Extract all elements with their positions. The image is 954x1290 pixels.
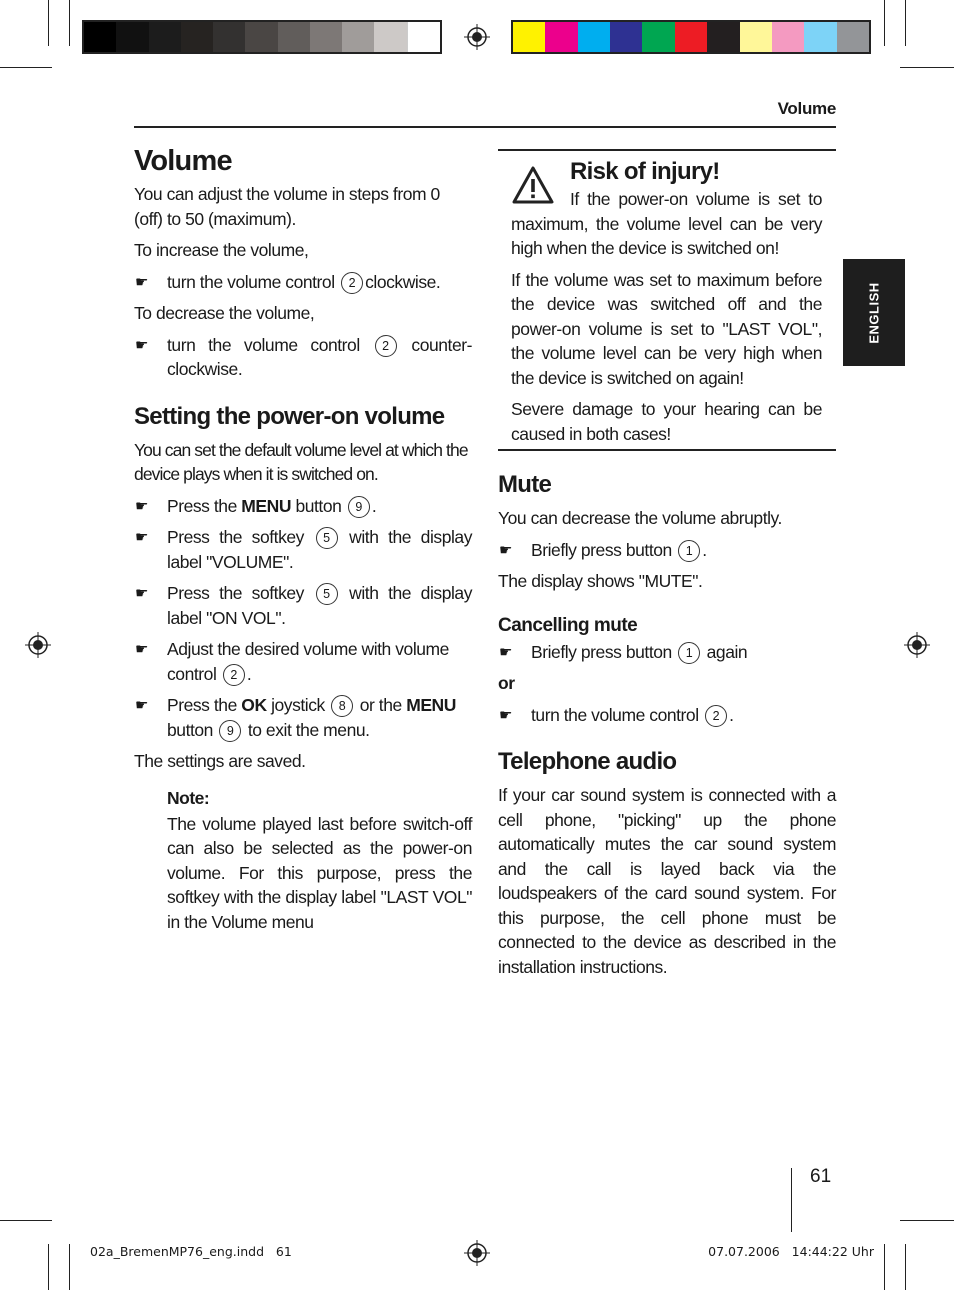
- pointing-hand-icon: ☛: [135, 529, 148, 546]
- warning-content: [511, 157, 822, 453]
- control-number-badge: 1: [678, 642, 700, 664]
- color-swatch: [181, 22, 213, 52]
- color-swatch: [245, 22, 277, 52]
- color-swatch: [84, 22, 116, 52]
- language-tab: [843, 259, 905, 366]
- section-heading: Telephone audio: [498, 748, 677, 775]
- color-swatch: [310, 22, 342, 52]
- color-swatch: [772, 22, 804, 52]
- color-swatch: [116, 22, 148, 52]
- color-swatch: [740, 22, 772, 52]
- control-number-badge: 9: [219, 720, 241, 742]
- control-number-badge: 5: [316, 583, 338, 605]
- pointing-hand-icon: ☛: [135, 336, 148, 354]
- warning-paragraph: Severe damage to your hearing can be caused in both cases!: [511, 399, 822, 444]
- color-swatch: [278, 22, 310, 52]
- crop-mark: [905, 1244, 906, 1290]
- pointing-hand-icon: ☛: [135, 273, 148, 291]
- pointing-hand-icon: ☛: [135, 497, 148, 515]
- list-item: ☛ Press the OK joystick 8 or the MENU button 9 to exit the menu.: [134, 693, 472, 742]
- crop-mark: [884, 1244, 885, 1290]
- color-swatch: [642, 22, 674, 52]
- process-color-bar: [511, 20, 871, 54]
- section-intro: You can set the default volume level at which the device plays when it is switched on.: [134, 439, 468, 484]
- color-swatch: [407, 22, 440, 52]
- note-block: [134, 786, 472, 935]
- page-title: Volume: [134, 145, 232, 177]
- list-item: ☛ Press the softkey 5 with the display label "VOLUME".: [135, 527, 472, 572]
- list-item: ☛ Press the MENU button 9 .: [134, 494, 472, 519]
- crop-mark: [69, 1244, 70, 1290]
- left-column: [134, 144, 472, 941]
- subsection-heading: Cancelling mute: [498, 614, 638, 636]
- section-heading: Mute: [498, 471, 552, 498]
- control-number-badge: 1: [678, 540, 700, 562]
- control-number-badge: 8: [331, 695, 353, 717]
- intro-text: You can adjust the volume in steps from 0 (off) to 50 (maximum).: [134, 184, 440, 229]
- warning-paragraph: If the volume was set to maximum before the device was switched off and the power-on volume is set to "LAST VOL", the volume level can be very high when the device is switched on again!: [511, 269, 822, 388]
- color-swatch: [578, 22, 610, 52]
- crop-mark: [905, 0, 906, 46]
- warning-box: [498, 149, 836, 451]
- list-item: ☛ Adjust the desired volume with volume control 2 .: [134, 637, 472, 686]
- list-item: ☛ Press the softkey 5 with the display label "ON VOL".: [135, 583, 472, 628]
- section-heading: Setting the power-on volume: [134, 402, 445, 430]
- pointing-hand-icon: ☛: [135, 585, 148, 602]
- control-number-badge: 9: [348, 496, 370, 518]
- color-swatch: [342, 22, 374, 52]
- page-number-rule: [791, 1168, 792, 1232]
- list-item: ☛ turn the volume control 2 clockwise.: [134, 270, 472, 295]
- crop-mark: [900, 67, 954, 68]
- crop-mark: [48, 1244, 49, 1290]
- grayscale-color-bar: [82, 20, 442, 54]
- date-info: 07.07.2006 14:44:22 Uhr: [708, 1244, 874, 1259]
- or-label: or: [498, 673, 515, 693]
- language-tab-label: ENGLISH: [866, 281, 882, 344]
- registration-mark-icon: [25, 632, 51, 658]
- file-info: 02a_BremenMP76_eng.indd 61: [90, 1244, 292, 1259]
- note-text: The volume played last before switch-off can also be selected as the power-on volume. For this purpose, press the softkey with the display label "LAST VOL" in the Volume menu: [167, 813, 472, 932]
- right-column: [498, 470, 836, 986]
- header-rule: [134, 126, 836, 128]
- page-number: 61: [810, 1166, 832, 1187]
- list-item: ☛ Briefly press button 1 again: [498, 640, 836, 665]
- crop-mark: [900, 1220, 954, 1221]
- pointing-hand-icon: ☛: [499, 643, 512, 661]
- note-label: Note:: [167, 787, 210, 808]
- color-swatch: [675, 22, 707, 52]
- registration-mark-icon: [904, 632, 930, 658]
- list-item: ☛ turn the volume control 2 counter-clockwise.: [135, 334, 472, 379]
- registration-mark-icon: [464, 24, 490, 50]
- pointing-hand-icon: ☛: [499, 541, 512, 559]
- crop-mark: [0, 1220, 52, 1221]
- registration-mark-icon: [464, 1240, 490, 1266]
- telephone-audio-text: If your car sound system is connected with a cell phone, "picking" up the phone automatically mutes the car sound system and the call is layed back via the loudspeakers of the card sound system. For this purpose, the cell phone must be connected to the device as described in the installation instructions.: [498, 785, 836, 977]
- control-number-badge: 5: [316, 527, 338, 549]
- color-swatch: [837, 22, 869, 52]
- color-swatch: [545, 22, 577, 52]
- crop-mark: [69, 0, 70, 46]
- color-swatch: [804, 22, 836, 52]
- control-number-badge: 2: [705, 705, 727, 727]
- pointing-hand-icon: ☛: [499, 706, 512, 724]
- mute-display-text: The display shows "MUTE".: [498, 571, 703, 591]
- pointing-hand-icon: ☛: [135, 641, 148, 658]
- color-swatch: [213, 22, 245, 52]
- mute-intro: You can decrease the volume abruptly.: [498, 508, 782, 528]
- warning-title: Risk of injury!: [570, 158, 720, 185]
- color-swatch: [513, 22, 545, 52]
- color-swatch: [149, 22, 181, 52]
- color-swatch: [707, 22, 739, 52]
- control-number-badge: 2: [341, 272, 363, 294]
- crop-mark: [48, 0, 49, 46]
- color-swatch: [374, 22, 406, 52]
- saved-text: The settings are saved.: [134, 751, 306, 771]
- pointing-hand-icon: ☛: [135, 697, 148, 714]
- crop-mark: [0, 67, 52, 68]
- crop-mark: [884, 0, 885, 46]
- control-number-badge: 2: [223, 664, 245, 686]
- list-item: ☛ Briefly press button 1 .: [498, 538, 836, 563]
- decrease-label: To decrease the volume,: [134, 303, 315, 323]
- warning-paragraph: If the power-on volume is set to maximum, the volume level can be very high when the device is switched on!: [511, 189, 822, 258]
- color-swatch: [610, 22, 642, 52]
- increase-label: To increase the volume,: [134, 240, 309, 260]
- running-head: Volume: [777, 99, 836, 118]
- list-item: ☛ turn the volume control 2 .: [498, 703, 836, 728]
- control-number-badge: 2: [375, 335, 397, 357]
